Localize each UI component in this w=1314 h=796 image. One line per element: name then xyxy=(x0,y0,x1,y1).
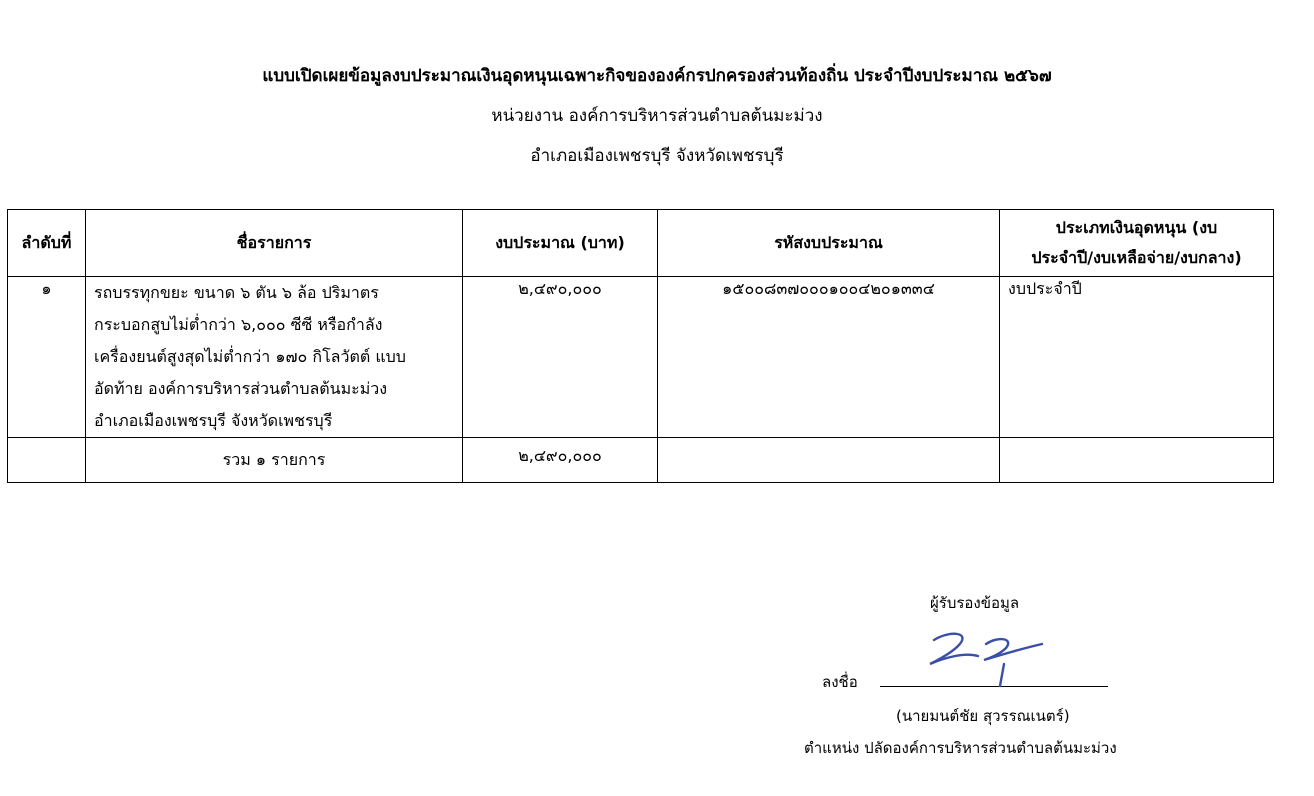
header-grant-type xyxy=(1000,210,1274,277)
total-seq-cell xyxy=(8,438,86,483)
signature-stroke xyxy=(930,634,978,664)
header-budget-code: รหัสงบประมาณ xyxy=(658,210,1000,277)
location-line: อำเภอเมืองเพชรบุรี จังหวัดเพชรบุรี xyxy=(530,146,784,166)
item-name-line: กระบอกสูบไม่ต่ำกว่า ๖,๐๐๐ ซีซี หรือกำลัง xyxy=(94,315,383,334)
agency-line: หน่วยงาน องค์การบริหารส่วนตำบลต้นมะม่วง xyxy=(491,106,823,126)
row-seq: ๑ xyxy=(8,277,86,438)
signature-stroke xyxy=(1000,664,1004,686)
total-type-cell xyxy=(1000,438,1274,483)
total-row xyxy=(8,438,1274,483)
item-name-line: อำเภอเมืองเพชรบุรี จังหวัดเพชรบุรี xyxy=(94,411,333,430)
signer-position: ตำแหน่ง ปลัดองค์การบริหารส่วนตำบลต้นมะม่วง xyxy=(804,739,1117,757)
total-label: รวม ๑ รายการ xyxy=(86,438,463,483)
row-grant-type: งบประจำปี xyxy=(1000,277,1274,438)
signer-name: (นายมนต์ชัย สุวรรณเนตร์) xyxy=(896,707,1070,725)
header-grant-type-line1: ประเภทเงินอุดหนุน (งบ xyxy=(1055,218,1218,237)
header-grant-type-line2: ประจำปี/งบเหลือจ่าย/งบกลาง) xyxy=(1031,248,1242,267)
document-title: แบบเปิดเผยข้อมูลงบประมาณเงินอุดหนุนเฉพาะกิจขององค์กรปกครองส่วนท้องถิ่น ประจำปีงบประมาณ ๒๕๖๗ xyxy=(262,66,1052,86)
header-seq: ลำดับที่ xyxy=(8,210,86,277)
handwritten-signature xyxy=(920,628,1050,690)
budget-table xyxy=(7,209,1274,483)
row-budget-code: ๑๕๐๐๘๓๗๐๐๐๑๐๐๔๒๐๑๓๓๔ xyxy=(658,277,1000,438)
item-name-line: รถบรรทุกขยะ ขนาด ๖ ตัน ๖ ล้อ ปริมาตร xyxy=(94,283,379,302)
row-item-name xyxy=(86,277,463,438)
header-item-name: ชื่อรายการ xyxy=(86,210,463,277)
table-row xyxy=(8,277,1274,438)
item-name-line: อัดท้าย องค์การบริหารส่วนตำบลต้นมะม่วง xyxy=(94,379,388,398)
item-name-line: เครื่องยนต์สูงสุดไม่ต่ำกว่า ๑๗๐ กิโลวัตต์ แบบ xyxy=(94,347,406,366)
header-budget: งบประมาณ (บาท) xyxy=(463,210,658,277)
total-code-cell xyxy=(658,438,1000,483)
sign-label: ลงชื่อ xyxy=(822,673,858,691)
total-budget: ๒,๔๙๐,๐๐๐ xyxy=(463,438,658,483)
signature-stroke xyxy=(984,639,1042,660)
table-header-row xyxy=(8,210,1274,277)
row-budget: ๒,๔๙๐,๐๐๐ xyxy=(463,277,658,438)
certifier-heading: ผู้รับรองข้อมูล xyxy=(930,594,1020,612)
